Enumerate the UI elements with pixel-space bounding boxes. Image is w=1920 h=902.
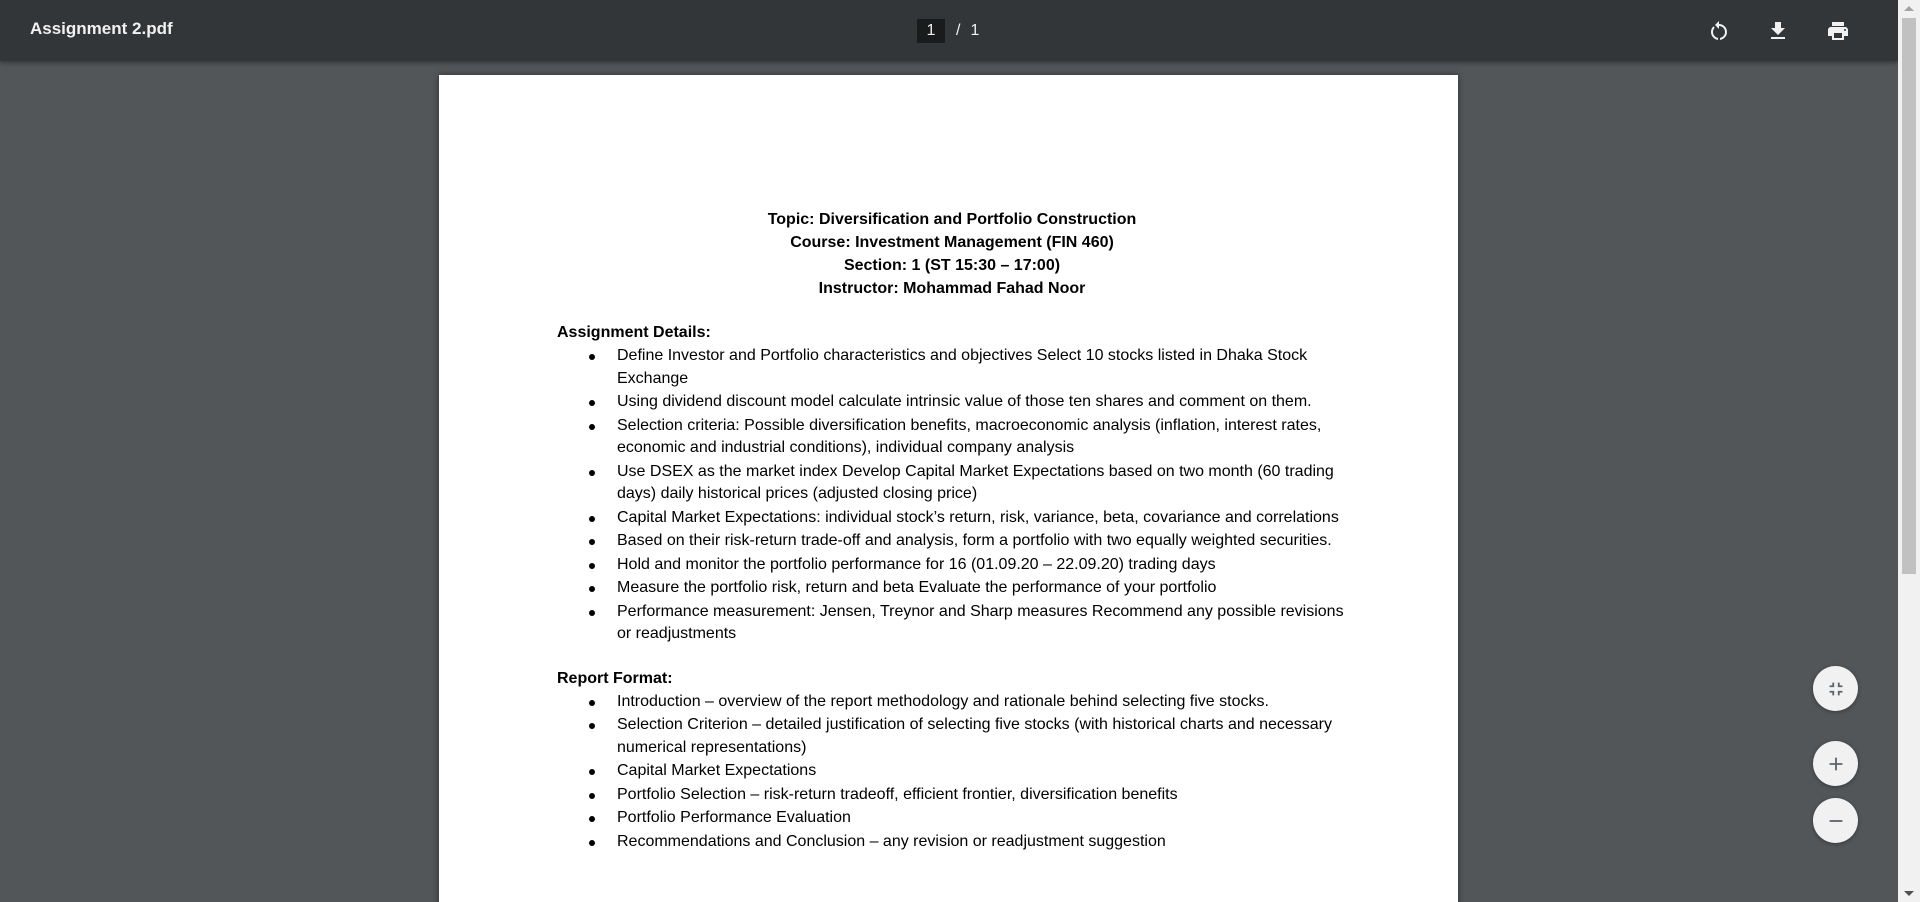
scroll-down-arrow[interactable] xyxy=(1904,891,1914,896)
list-item: Capital Market Expectations: individual stock’s return, risk, variance, beta, covariance and correlations xyxy=(557,507,1347,530)
list-item: Recommendations and Conclusion – any revision or readjustment suggestion xyxy=(557,831,1347,854)
instructor-line: Instructor: Mohammad Fahad Noor xyxy=(818,280,1086,297)
page-total: 1 xyxy=(970,22,980,39)
document-title: Assignment 2.pdf xyxy=(30,19,173,38)
pdf-page xyxy=(439,75,1458,902)
list-item: Capital Market Expectations xyxy=(557,760,1347,783)
page-content xyxy=(557,208,1347,854)
list-item: Selection Criterion – detailed justification of selecting five stocks (with historical charts and necessary numerical representations) xyxy=(557,714,1347,759)
vertical-scrollbar[interactable] xyxy=(1898,0,1920,902)
fit-to-page-button[interactable] xyxy=(1813,666,1858,711)
download-button[interactable] xyxy=(1763,16,1793,46)
zoom-out-button[interactable] xyxy=(1813,798,1858,843)
download-icon xyxy=(1766,19,1790,43)
list-item: Performance measurement: Jensen, Treynor and Sharp measures Recommend any possible revisions or readjustments xyxy=(557,601,1347,646)
list-item: Introduction – overview of the report methodology and rationale behind selecting five stocks. xyxy=(557,691,1347,714)
list-item: Portfolio Performance Evaluation xyxy=(557,807,1347,830)
topic-line: Topic: Diversification and Portfolio Construction xyxy=(767,211,1137,228)
fit-to-page-icon xyxy=(1825,678,1847,700)
print-button[interactable] xyxy=(1823,16,1853,46)
assignment-details-heading: Assignment Details: xyxy=(557,324,711,341)
page-separator: / xyxy=(956,22,961,39)
zoom-out-icon xyxy=(1825,810,1847,832)
document-viewer xyxy=(0,61,1898,902)
list-item: Using dividend discount model calculate intrinsic value of those ten shares and comment on them. xyxy=(557,391,1347,414)
page-navigation xyxy=(917,19,979,43)
list-item: Selection criteria: Possible diversification benefits, macroeconomic analysis (inflation, interest rates, economic and industrial conditions), individual company analysis xyxy=(557,415,1347,460)
zoom-in-icon xyxy=(1825,753,1847,775)
list-item: Based on their risk-return trade-off and analysis, form a portfolio with two equally weighted securities. xyxy=(557,530,1347,553)
section-line: Section: 1 (ST 15:30 – 17:00) xyxy=(843,257,1061,274)
document-header xyxy=(557,208,1347,300)
report-format-list xyxy=(557,691,1347,854)
list-item: Portfolio Selection – risk-return tradeoff, efficient frontier, diversification benefits xyxy=(557,784,1347,807)
scroll-up-arrow[interactable] xyxy=(1904,6,1914,11)
pdf-toolbar xyxy=(0,0,1898,61)
report-format-heading: Report Format: xyxy=(557,669,673,687)
assignment-details-list xyxy=(557,345,1347,646)
page-number-input[interactable] xyxy=(917,19,945,43)
list-item: Use DSEX as the market index Develop Capital Market Expectations based on two month (60 trading days) daily historical prices (adjusted closing price) xyxy=(557,461,1347,506)
rotate-button[interactable] xyxy=(1704,16,1734,46)
list-item: Measure the portfolio risk, return and beta Evaluate the performance of your portfolio xyxy=(557,577,1347,600)
list-item: Define Investor and Portfolio characteristics and objectives Select 10 stocks listed in Dhaka Stock Exchange xyxy=(557,345,1347,390)
print-icon xyxy=(1826,19,1850,43)
rotate-icon xyxy=(1707,19,1731,43)
course-line: Course: Investment Management (FIN 460) xyxy=(790,234,1114,251)
scroll-thumb[interactable] xyxy=(1902,18,1916,574)
zoom-in-button[interactable] xyxy=(1813,741,1858,786)
list-item: Hold and monitor the portfolio performance for 16 (01.09.20 – 22.09.20) trading days xyxy=(557,554,1347,577)
